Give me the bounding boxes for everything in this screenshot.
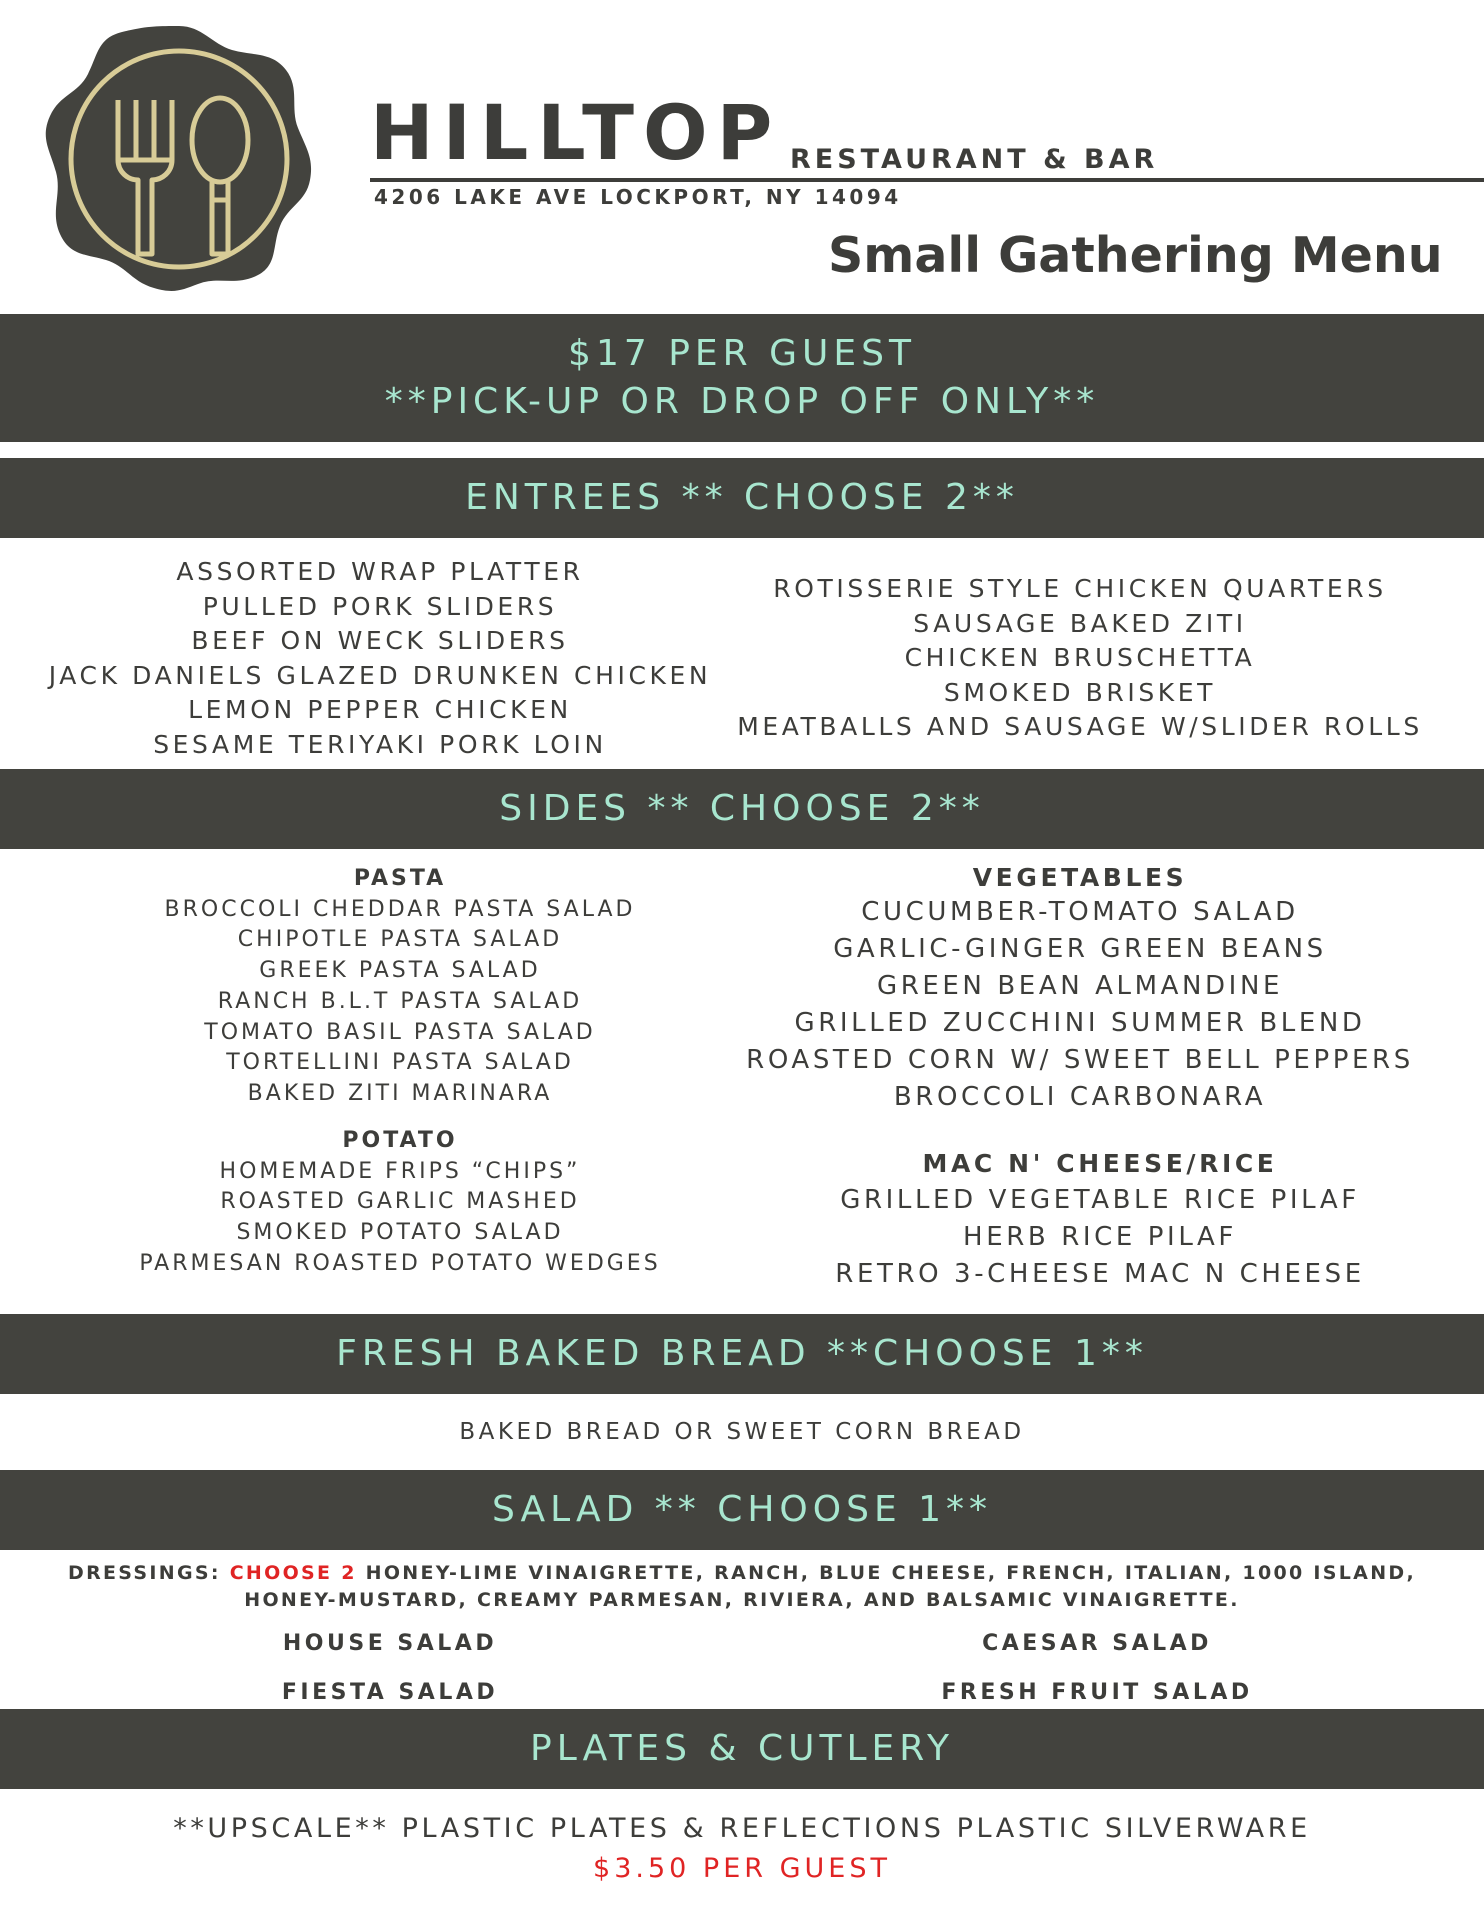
- list-item: CHICKEN BRUSCHETTA: [904, 643, 1256, 673]
- dressings-line-1: [0, 1562, 1484, 1584]
- list-item: TOMATO BASIL PASTA SALAD: [204, 1019, 596, 1045]
- bread-heading: FRESH BAKED BREAD **CHOOSE 1**: [336, 1333, 1148, 1374]
- list-item: BAKED ZITI MARINARA: [247, 1080, 553, 1106]
- list-item: RETRO 3-CHEESE MAC N CHEESE: [835, 1259, 1365, 1289]
- list-item: MEATBALLS AND SAUSAGE W/SLIDER ROLLS: [737, 712, 1423, 742]
- header-rule: [370, 178, 1484, 182]
- house-salad: HOUSE SALAD: [282, 1631, 498, 1656]
- mac-rice-heading: MAC N' CHEESE/RICE: [922, 1149, 1278, 1178]
- list-item: RANCH B.L.T PASTA SALAD: [217, 988, 583, 1014]
- list-item: BROCCOLI CARBONARA: [893, 1082, 1267, 1112]
- list-item: BEEF ON WECK SLIDERS: [191, 626, 569, 656]
- menu-title: Small Gathering Menu: [828, 227, 1443, 284]
- plates-description: **UPSCALE** PLASTIC PLATES & REFLECTIONS PLASTIC SILVERWARE: [173, 1813, 1311, 1844]
- list-item: TORTELLINI PASTA SALAD: [226, 1050, 574, 1076]
- list-item: SAUSAGE BAKED ZITI: [913, 608, 1247, 638]
- potato-list: [40, 1126, 760, 1280]
- caesar-salad: CAESAR SALAD: [982, 1631, 1212, 1656]
- plates-heading: PLATES & CUTLERY: [530, 1728, 954, 1769]
- sides-heading: SIDES ** CHOOSE 2**: [499, 788, 985, 829]
- list-item: SMOKED BRISKET: [943, 677, 1217, 707]
- potato-heading: POTATO: [342, 1128, 458, 1153]
- list-item: GARLIC-GINGER GREEN BEANS: [833, 934, 1327, 964]
- list-item: ROASTED CORN W/ SWEET BELL PEPPERS: [746, 1045, 1414, 1075]
- list-item: GREEK PASTA SALAD: [259, 958, 541, 984]
- plates-price: $3.50 PER GUEST: [593, 1853, 891, 1884]
- list-item: ASSORTED WRAP PLATTER: [176, 557, 584, 586]
- bread-options: BAKED BREAD OR SWEET CORN BREAD: [459, 1419, 1025, 1445]
- logo: [42, 22, 316, 296]
- list-item: HERB RICE PILAF: [963, 1222, 1237, 1252]
- dressings-options-1: HONEY-LIME VINAIGRETTE, RANCH, BLUE CHEESE, FRENCH, ITALIAN, 1000 ISLAND,: [365, 1562, 1416, 1584]
- list-item: SMOKED POTATO SALAD: [236, 1220, 564, 1246]
- entrees-right-list: [700, 572, 1460, 745]
- pasta-heading: PASTA: [353, 866, 447, 891]
- dressings-options-2: HONEY-MUSTARD, CREAMY PARMESAN, RIVIERA, AND BALSAMIC VINAIGRETTE.: [244, 1589, 1240, 1611]
- list-item: GREEN BEAN ALMANDINE: [876, 971, 1284, 1001]
- fiesta-salad: FIESTA SALAD: [281, 1680, 499, 1705]
- address: 4206 LAKE AVE LOCKPORT, NY 14094: [374, 185, 902, 209]
- vegetables-heading: VEGETABLES: [972, 863, 1188, 892]
- pasta-list: [40, 864, 760, 1110]
- logo-badge: [46, 26, 311, 291]
- list-item: GRILLED ZUCCHINI SUMMER BLEND: [794, 1008, 1366, 1038]
- list-item: PARMESAN ROASTED POTATO WEDGES: [139, 1250, 661, 1276]
- list-item: GRILLED VEGETABLE RICE PILAF: [840, 1185, 1360, 1215]
- entrees-heading: ENTREES ** CHOOSE 2**: [465, 477, 1019, 518]
- list-item: ROASTED GARLIC MASHED: [220, 1189, 580, 1215]
- list-item: PULLED PORK SLIDERS: [202, 591, 558, 621]
- vegetables-list: [700, 862, 1460, 1116]
- list-item: CUCUMBER-TOMATO SALAD: [861, 897, 1299, 927]
- salad-heading: SALAD ** CHOOSE 1**: [491, 1489, 993, 1530]
- mac-rice-list: [730, 1146, 1470, 1293]
- brand-subtitle: RESTAURANT & BAR: [790, 144, 1159, 175]
- dressings-choose: CHOOSE 2: [229, 1562, 357, 1584]
- list-item: ROTISSERIE STYLE CHICKEN QUARTERS: [773, 574, 1387, 603]
- list-item: BROCCOLI CHEDDAR PASTA SALAD: [164, 896, 636, 922]
- list-item: CHIPOTLE PASTA SALAD: [237, 927, 563, 953]
- entrees-left-list: [10, 555, 750, 763]
- list-item: JACK DANIELS GLAZED DRUNKEN CHICKEN: [48, 660, 712, 690]
- dressings-label: DRESSINGS:: [68, 1562, 221, 1584]
- list-item: LEMON PEPPER CHICKEN: [188, 695, 572, 725]
- price-per-guest: $17 PER GUEST: [568, 333, 916, 374]
- brand-name: HILLTOP: [370, 88, 782, 177]
- list-item: HOMEMADE FRIPS “CHIPS”: [219, 1158, 581, 1184]
- list-item: SESAME TERIYAKI PORK LOIN: [153, 729, 607, 759]
- pickup-note: **PICK-UP OR DROP OFF ONLY**: [384, 381, 1100, 422]
- fresh-fruit-salad: FRESH FRUIT SALAD: [941, 1680, 1253, 1705]
